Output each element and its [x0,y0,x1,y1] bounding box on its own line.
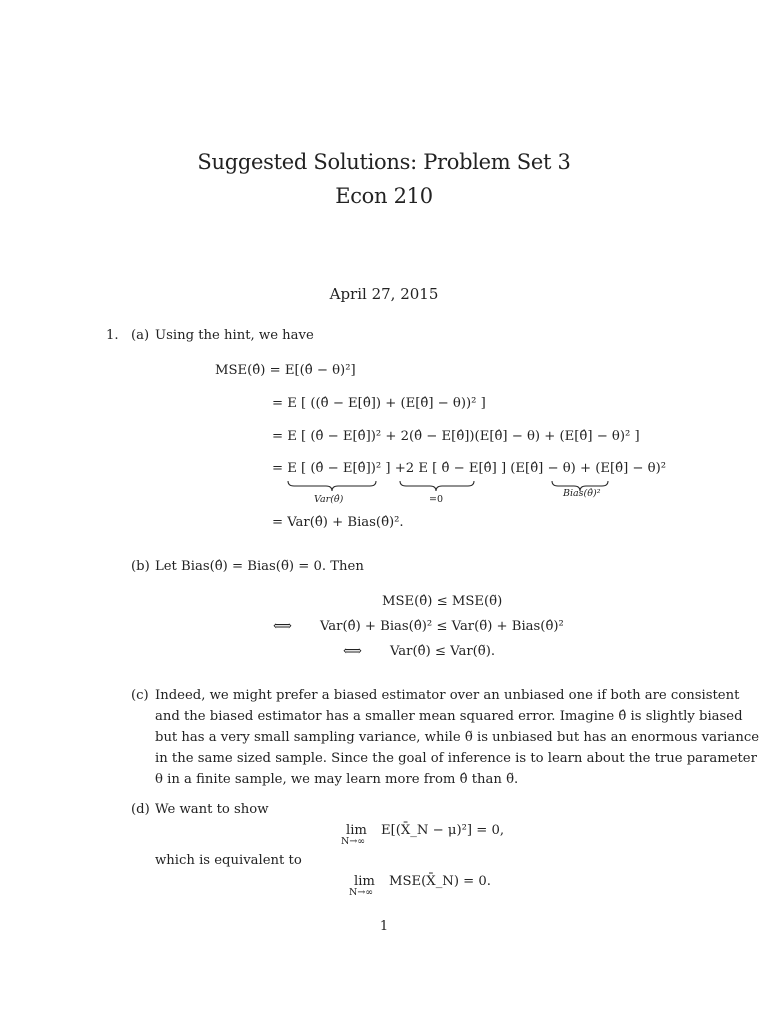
lim-1-sub: N→∞ [341,836,366,847]
title-line-2: Econ 210 [335,184,433,208]
mse-eq-line-4: = E [ (θ̂ − E[θ̂])² ] +2 E [ θ̂ − E[θ̂] ] (E[θ̂] − θ) + (E[θ̂] − θ)² [272,461,667,476]
part-a-label: (a) [131,328,150,343]
part-d-middle: which is equivalent to [155,853,302,868]
date: April 27, 2015 [329,285,439,303]
mse-eq-line-3: = E [ (θ̂ − E[θ̂])² + 2(θ̂ − E[θ̂])(E[θ̂] − θ) + (E[θ̂] − θ)² ] [272,429,640,444]
lim-2: lim [354,874,375,889]
part-b-intro: Let Bias(θ̂) = Bias(θ̃) = 0. Then [155,559,364,574]
lim-2-sub: N→∞ [349,887,374,898]
part-b-label: (b) [131,559,150,574]
title-line-1: Suggested Solutions: Problem Set 3 [197,150,571,174]
under-zero-label: =0 [429,494,444,505]
part-b-line-2: Var(θ̂) + Bias(θ̂)² ≤ Var(θ̃) + Bias(θ̂)² [320,619,564,634]
part-b-line-3: Var(θ̂) ≤ Var(θ̃). [390,644,496,659]
mse-eq-line-1: MSE(θ̂) = E[(θ̂ − θ)²] [215,363,356,378]
mse-eq-line-2: = E [ ((θ̂ − E[θ̂]) + (E[θ̂] − θ))² ] [272,396,486,411]
part-b-line-1: MSE(θ̂) ≤ MSE(θ̃) [382,594,503,609]
part-d-intro: We want to show [155,802,269,817]
lim-1: lim [346,823,367,838]
part-c-line-1: Indeed, we might prefer a biased estimator over an unbiased one if both are consistent [155,688,740,703]
iff-symbol-1: ⟺ [273,619,292,634]
iff-symbol-2: ⟺ [343,644,362,659]
page-number: 1 [379,919,389,934]
part-a-intro: Using the hint, we have [155,328,314,343]
part-c-line-4: in the same sized sample. Since the goal of inference is to learn about the true parameter [155,751,757,766]
part-d-label: (d) [131,802,150,817]
mse-eq-line-5: = Var(θ̂) + Bias(θ̂)². [272,515,404,530]
part-d-eq-1: E[(X̄_N − μ)²] = 0, [381,823,505,838]
part-c-line-3: but has a very small sampling variance, while θ̃ is unbiased but has an enormous variance [155,730,760,745]
question-number: 1. [106,328,119,343]
under-var-label: Var(θ̂) [314,494,344,505]
part-c-line-2: and the biased estimator has a smaller mean squared error. Imagine θ̂ is slightly biased [155,709,743,724]
under-bias-label: Bias(θ̂)² [563,488,601,499]
part-c-label: (c) [131,688,149,703]
part-d-eq-2: MSE(X̄_N) = 0. [389,874,491,889]
part-c-line-5: θ in a finite sample, we may learn more from θ̂ than θ̃. [155,772,519,787]
